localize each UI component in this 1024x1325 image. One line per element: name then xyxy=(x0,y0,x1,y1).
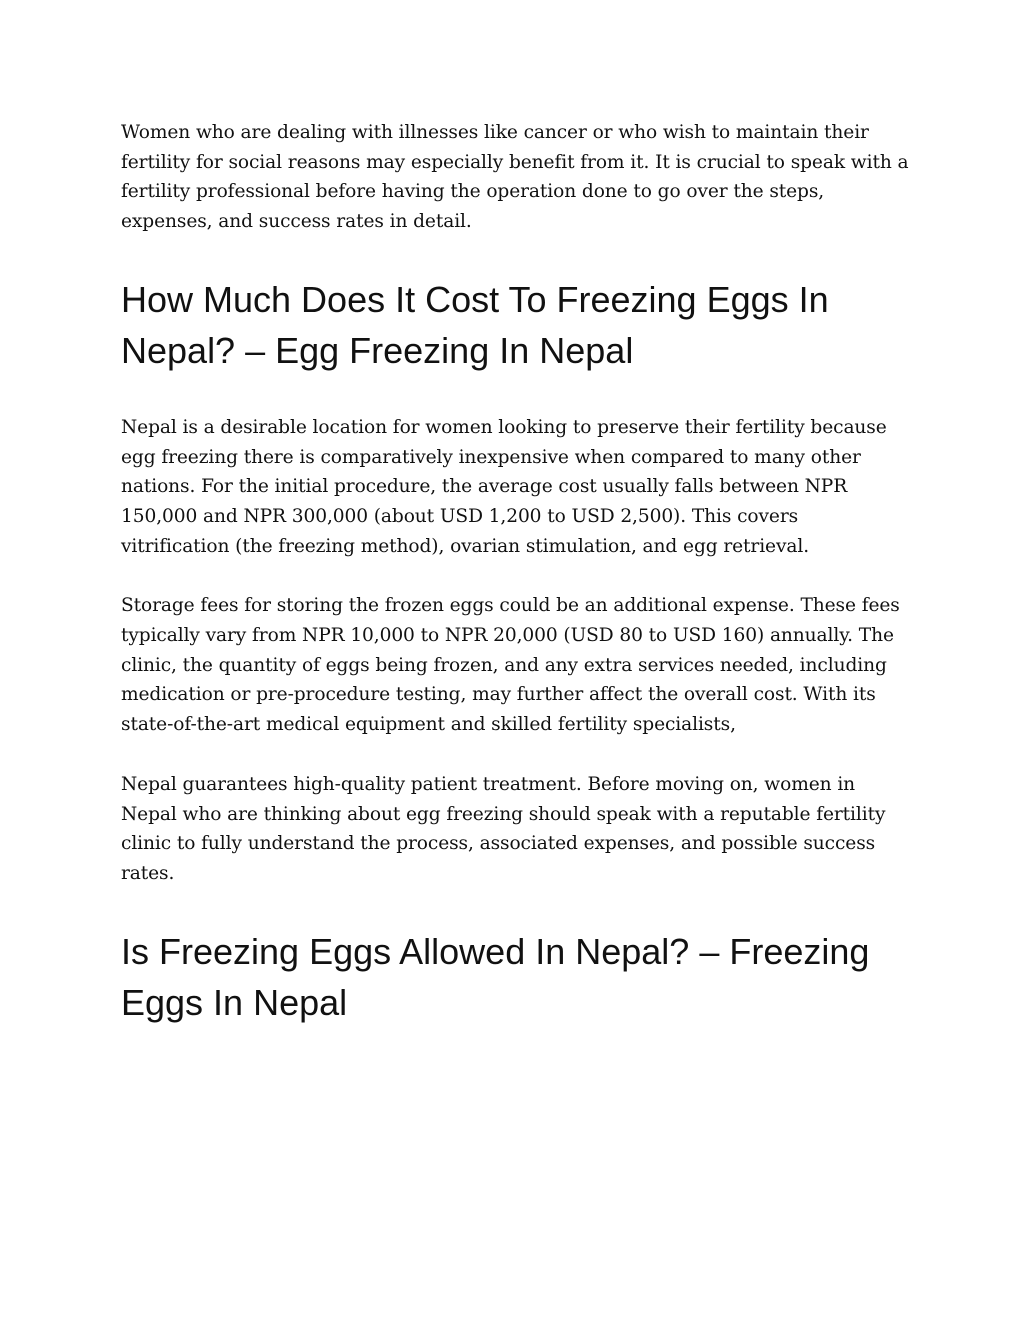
heading-egg-freezing-allowed: Is Freezing Eggs Allowed In Nepal? – Freezing Eggs In Nepal xyxy=(121,930,870,1023)
heading-egg-freezing-cost: How Much Does It Cost To Freezing Eggs In Nepal? – Egg Freezing In Nepal xyxy=(121,278,829,371)
document-page xyxy=(121,118,911,1028)
paragraph-intro: Women who are dealing with illnesses like cancer or who wish to maintain their fertility for social reasons may especially benefit from it. It is crucial to speak with a fertility professional before having the operation done to go over the steps, expenses, and success rates in detail. xyxy=(121,122,909,233)
paragraph-cost-overview: Nepal is a desirable location for women looking to preserve their fertility because egg freezing there is comparatively inexpensive when compared to many other nations. For the initial procedure, the average cost usually falls between NPR 150,000 and NPR 300,000 (about USD 1,200 to USD 2,500). This covers vitrification (the freezing method), ovarian stimulation, and egg retrieval. xyxy=(121,416,887,557)
paragraph-storage-fees: Storage fees for storing the frozen eggs could be an additional expense. These fees typically vary from NPR 10,000 to NPR 20,000 (USD 80 to USD 160) annually. The clinic, the quantity of eggs being frozen, and any extra services needed, including medication or pre-procedure testing, may further affect the overall cost. With its state-of-the-art medical equipment and skilled fertility specialists, xyxy=(121,595,900,736)
paragraph-treatment-quality: Nepal guarantees high-quality patient treatment. Before moving on, women in Nepal who are thinking about egg freezing should speak with a reputable fertility clinic to fully understand the process, associated expenses, and possible success rates. xyxy=(121,773,886,884)
